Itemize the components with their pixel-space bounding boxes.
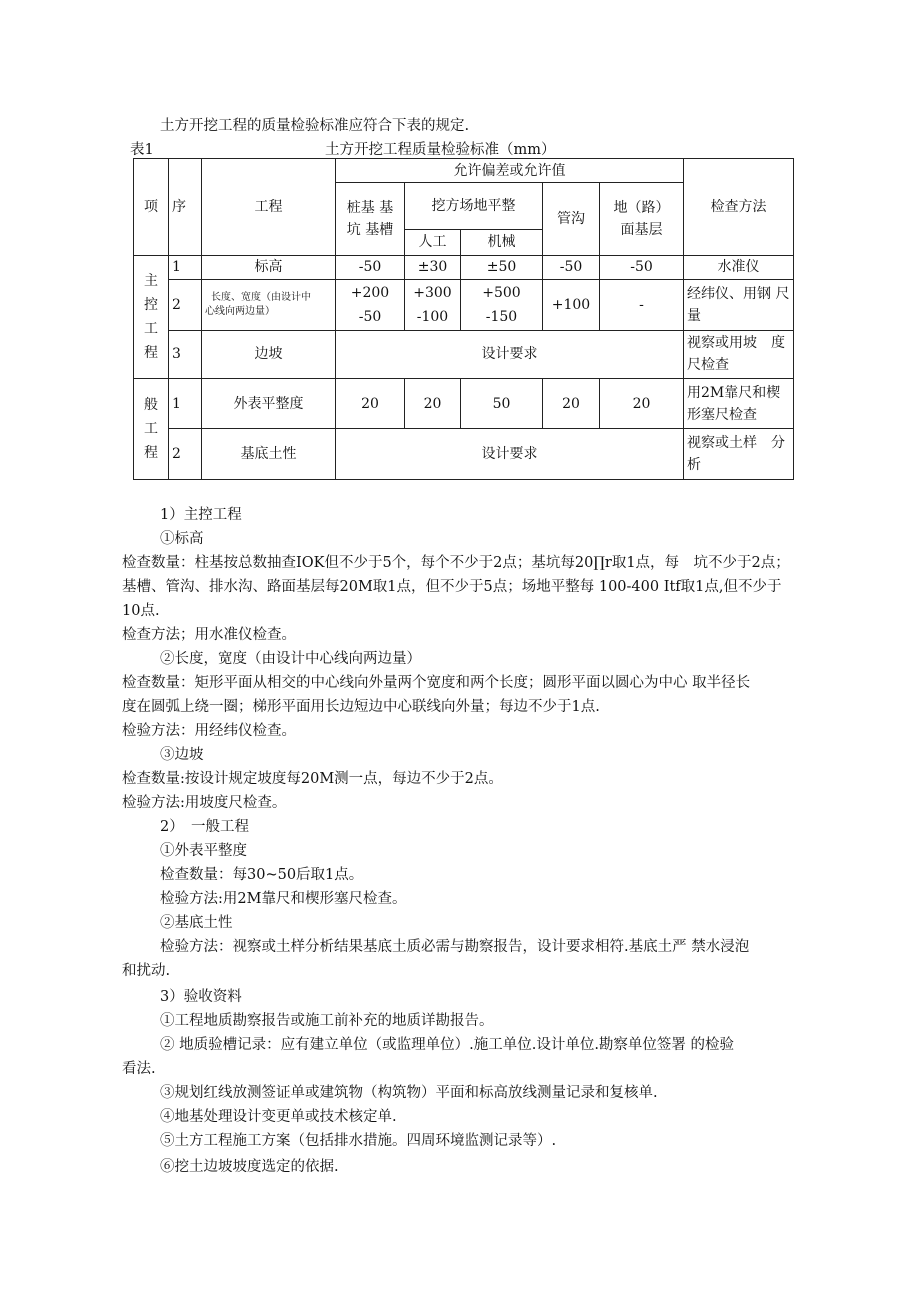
paragraph-line: 看法. [122,1061,156,1077]
paragraph-line: 检查方法；用水准仪检查。 [122,627,296,643]
header-machine: 机械 [461,229,543,255]
paragraph-line: 检查数量：每30~50后取1点。 [160,867,364,883]
section-acceptance-docs: 3）验收资料 [160,989,242,1005]
paragraph-line: 检查数量：矩形平面从相交的中心线向外量两个宽度和两个长度；圆形平面以圆心为中心 取半径长 [122,675,751,691]
group-general: 般 工 程 [134,379,169,480]
list-item: ⑤土方工程施工方案（包括排水措施。四周环境监测记录等）. [160,1133,557,1149]
table-row: 2 长度、宽度（由设计中 心线向两边量） +200 -50 +300 -100 +500 -150 +100 - 经纬仪、用钢 尺 量 [134,280,794,330]
header-method: 检查方法 [684,159,794,256]
paragraph-line: 检验方法:用坡度尺检查。 [122,795,287,811]
paragraph-line: 检验方法：用经纬仪检查。 [122,723,296,739]
table-row: 2 基底土性 设计要求 视察或土样 分 析 [134,429,794,480]
list-item: ①工程地质勘察报告或施工前补充的地质详勘报告。 [160,1013,494,1029]
table-row: 般 工 程 1 外表平整度 20 20 50 20 20 用2M靠尺和楔 形塞尺检查 [134,379,794,429]
table-row: 3 边坡 设计要求 视察或用坡 度 尺检查 [134,330,794,378]
header-project: 工程 [202,159,336,256]
table-label: 表1 [130,142,154,158]
subsection-soil: ②基底土性 [160,915,233,931]
subsection-length-width: ②长度，宽度（由设计中心线向两边量） [160,651,421,667]
header-pipe: 管沟 [543,183,600,256]
paragraph-line: 检验方法：视察或土样分析结果基底土质必需与勘察报告，设计要求相符.基底土严 禁水浸泡 [160,939,750,955]
list-item: ⑥挖土边坡坡度选定的依据. [160,1159,339,1175]
header-manual: 人工 [405,229,461,255]
paragraph-line: 基槽、管沟、排水沟、路面基层每20M取1点，但不少于5点；场地平整每 100-400 Itf取1点,但不少于 [122,579,782,595]
header-seq: 序 [169,159,202,256]
paragraph-line: 检查数量：柱基按总数抽查IOK但不少于5个，每个不少于2点；基坑每20∏r取1点，每 坑不少于2点； [122,555,790,571]
table-row: 主 控 工 程 1 标高 -50 ±30 ±50 -50 -50 水准仪 [134,255,794,279]
header-pile: 桩基 基 坑 基槽 [336,183,405,256]
paragraph-line: 和扰动. [122,963,171,979]
header-item: 项 [134,159,169,256]
paragraph-line: 检验方法:用2M靠尺和楔形塞尺检查。 [160,891,407,907]
header-allowed: 允许偏差或允许值 [336,159,684,183]
section-general: 2） 一般工程 [160,819,249,835]
paragraph-line: 检查数量:按设计规定坡度每20M测一点，每边不少于2点。 [122,771,503,787]
paragraph-line: 度在圆弧上绕一圈；梯形平面用长边短边中心联线向外量；每边不少于1点. [122,699,600,715]
quality-standard-table [133,158,794,480]
header-site-leveling: 挖方场地平整 [405,183,543,229]
list-item: ④地基处理设计变更单或技术核定单. [160,1109,397,1125]
paragraph-line: 10点. [122,603,160,619]
subsection-flatness: ①外表平整度 [160,843,247,859]
table-title: 土方开挖工程质量检验标准（mm） [325,142,556,158]
subsection-elevation: ①标高 [160,531,204,547]
intro-text: 土方开挖工程的质量检验标准应符合下表的规定. [160,118,470,134]
header-road-base: 地（路） 面基层 [600,183,684,256]
group-main-control: 主 控 工 程 [134,255,169,378]
subsection-slope: ③边坡 [160,747,204,763]
list-item: ② 地质验槽记录：应有建立单位（或监理单位）.施工单位.设计单位.勘察单位签署 的检验 [160,1037,735,1053]
section-main-control: 1）主控工程 [160,507,242,523]
list-item: ③规划红线放测签证单或建筑物（构筑物）平面和标高放线测量记录和复核单. [160,1085,658,1101]
